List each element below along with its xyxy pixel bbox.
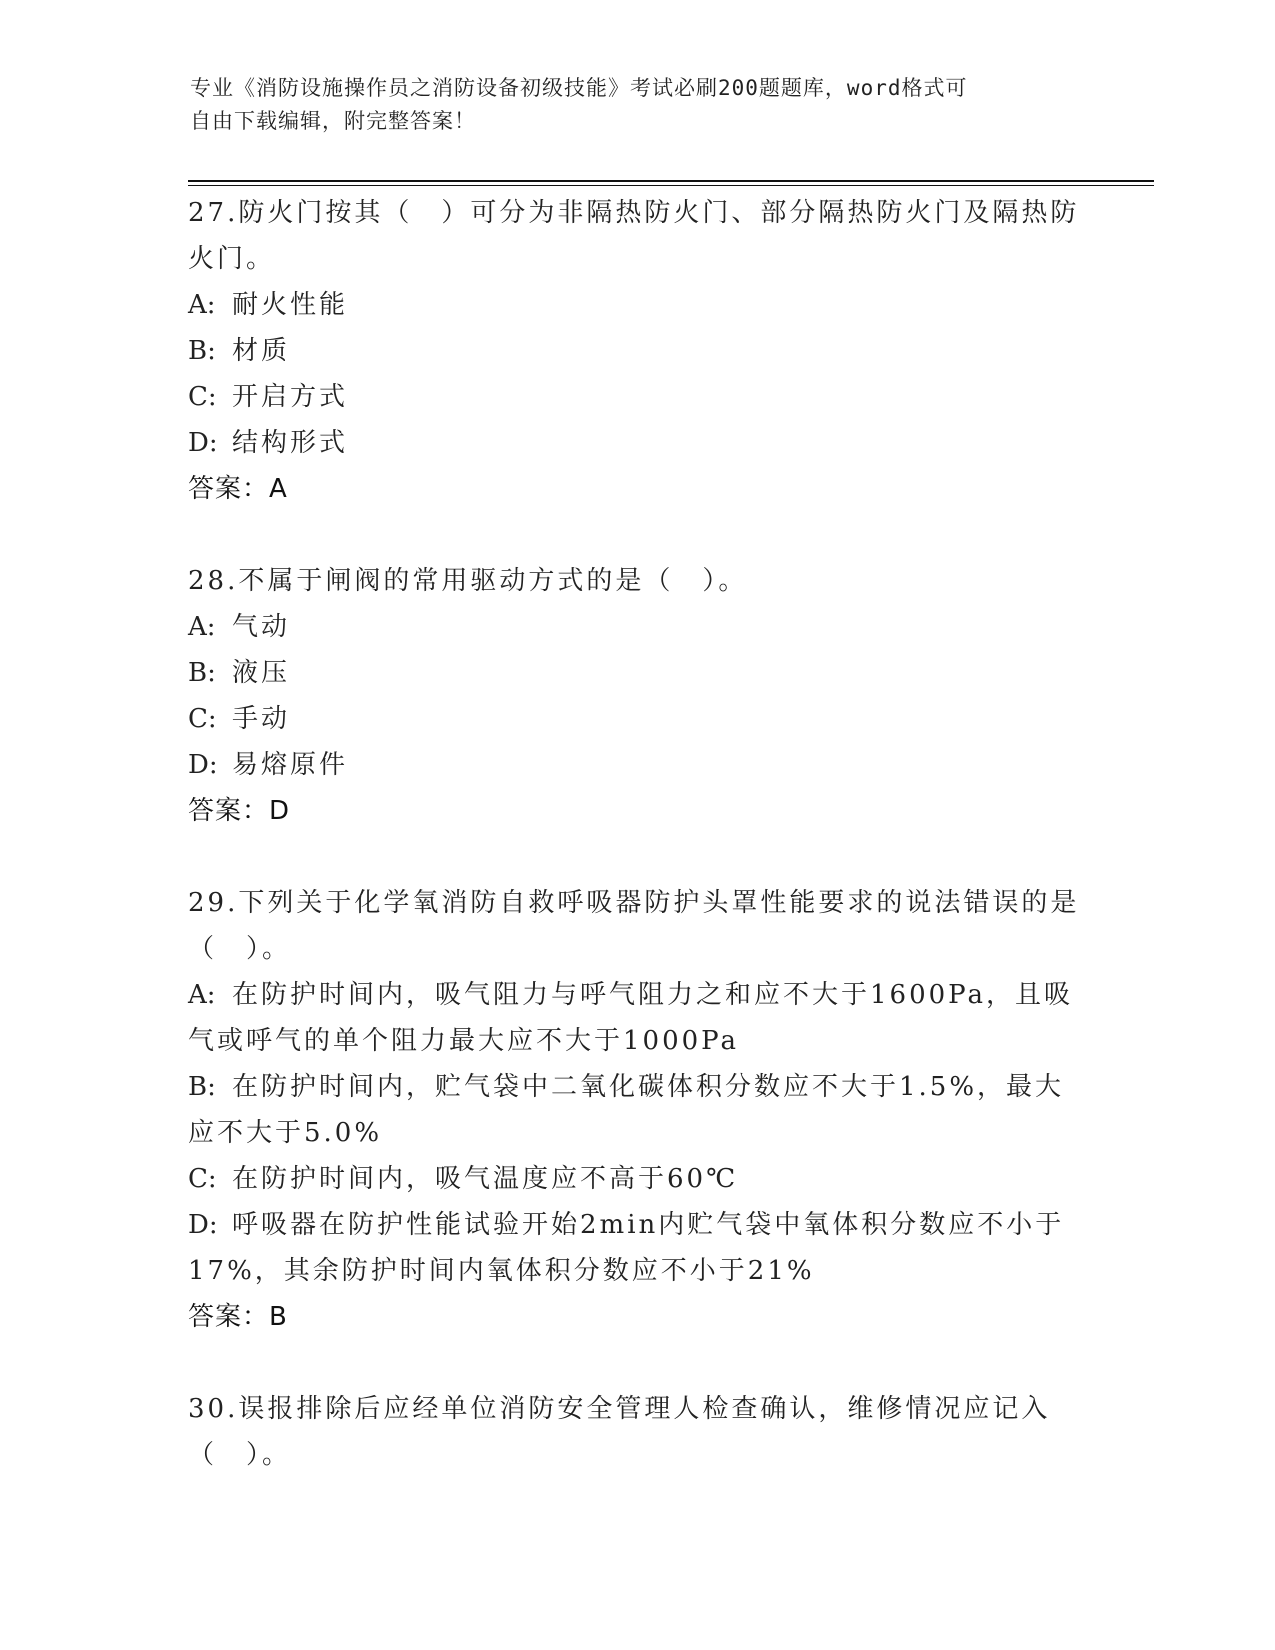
- answer: 答案：B: [188, 1302, 288, 1332]
- header-line-1: 专业《消防设施操作员之消防设备初级技能》考试必刷200题题库，word格式可: [190, 76, 968, 100]
- option-text: 在防护时间内，吸气阻力与呼气阻力之和应不大于1600Pa，且吸气或呼气的单个阻力最大应不大于1000Pa: [188, 980, 1073, 1056]
- option-b: [188, 1064, 1088, 1156]
- option-key: A:: [188, 980, 216, 1010]
- option-text: 在防护时间内，吸气温度应不高于60℃: [232, 1164, 739, 1194]
- question-text: 30.误报排除后应经单位消防安全管理人检查确认，维修情况应记入（ ）。: [188, 1394, 1051, 1470]
- option-a: [188, 604, 1088, 650]
- option-c: [188, 696, 1088, 742]
- option-c: [188, 374, 1088, 420]
- option-key: A:: [188, 290, 216, 320]
- option-text: 材质: [232, 336, 291, 366]
- question-29: [188, 880, 1088, 1340]
- option-key: C:: [188, 704, 217, 734]
- header-line-2: 自由下载编辑，附完整答案！: [190, 109, 476, 133]
- answer: 答案：D: [188, 796, 291, 826]
- option-text: 开启方式: [232, 382, 349, 412]
- answer: 答案：A: [188, 474, 288, 504]
- option-text: 耐火性能: [232, 290, 349, 320]
- header-divider-thick: [188, 180, 1154, 182]
- option-d: [188, 1202, 1088, 1294]
- option-text: 呼吸器在防护性能试验开始2min内贮气袋中氧体积分数应不小于17%，其余防护时间内氧体积分数应不小于21%: [188, 1210, 1065, 1286]
- option-key: B:: [188, 1072, 216, 1102]
- header-divider-thin: [188, 185, 1154, 186]
- option-text: 气动: [232, 612, 291, 642]
- question-text: 28.不属于闸阀的常用驱动方式的是（ ）。: [188, 566, 748, 596]
- option-text: 手动: [232, 704, 291, 734]
- document-header: [190, 72, 1070, 138]
- option-c: [188, 1156, 1088, 1202]
- option-d: [188, 742, 1088, 788]
- option-a: [188, 972, 1088, 1064]
- option-b: [188, 650, 1088, 696]
- option-text: 易熔原件: [232, 750, 349, 780]
- option-text: 液压: [232, 658, 291, 688]
- option-key: C:: [188, 1164, 217, 1194]
- option-b: [188, 328, 1088, 374]
- option-key: D:: [188, 750, 218, 780]
- question-text: 27.防火门按其（ ）可分为非隔热防火门、部分隔热防火门及隔热防火门。: [188, 198, 1080, 274]
- question-30: [188, 1386, 1088, 1478]
- question-list: [188, 190, 1088, 1524]
- option-key: D:: [188, 1210, 218, 1240]
- option-key: D:: [188, 428, 218, 458]
- question-27: [188, 190, 1088, 512]
- option-d: [188, 420, 1088, 466]
- option-key: B:: [188, 336, 216, 366]
- option-text: 在防护时间内，贮气袋中二氧化碳体积分数应不大于1.5%，最大应不大于5.0%: [188, 1072, 1065, 1148]
- option-key: C:: [188, 382, 217, 412]
- question-text: 29.下列关于化学氧消防自救呼吸器防护头罩性能要求的说法错误的是（ ）。: [188, 888, 1080, 964]
- option-text: 结构形式: [232, 428, 349, 458]
- option-key: A:: [188, 612, 216, 642]
- question-28: [188, 558, 1088, 834]
- option-key: B:: [188, 658, 216, 688]
- option-a: [188, 282, 1088, 328]
